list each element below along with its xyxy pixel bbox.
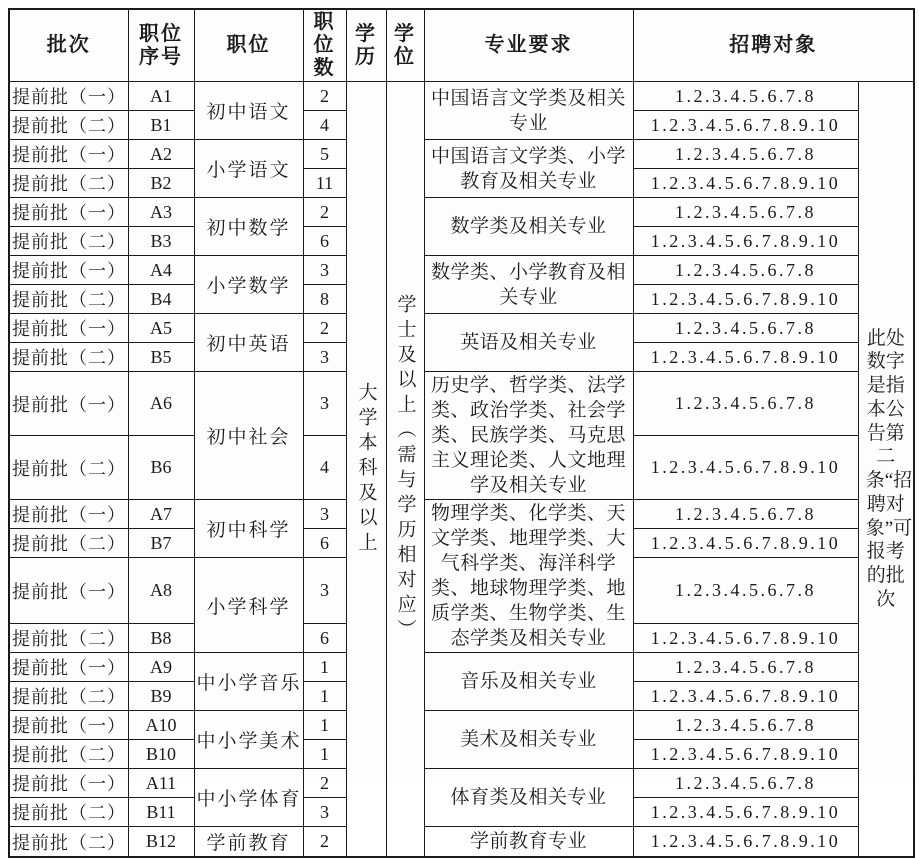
education-merged-cell bbox=[346, 82, 386, 858]
table-row bbox=[9, 500, 914, 529]
batch-cell: 提前批（二） bbox=[9, 798, 128, 827]
target-batches-cell: 1.2.3.4.5.6.7.8 bbox=[633, 314, 858, 343]
job-no-cell: A9 bbox=[128, 653, 194, 682]
count-cell: 6 bbox=[303, 227, 346, 256]
job-no-cell: B1 bbox=[128, 111, 194, 140]
job-no-cell: A1 bbox=[128, 82, 194, 111]
target-batches-cell: 1.2.3.4.5.6.7.8 bbox=[633, 198, 858, 227]
count-cell: 2 bbox=[303, 314, 346, 343]
batch-cell: 提前批（二） bbox=[9, 740, 128, 769]
batch-cell: 提前批（二） bbox=[9, 169, 128, 198]
job-no-cell: B7 bbox=[128, 529, 194, 558]
batch-cell: 提前批（一） bbox=[9, 314, 128, 343]
major-requirement-cell: 英语及相关专业 bbox=[424, 314, 633, 372]
count-cell: 3 bbox=[303, 372, 346, 436]
job-no-cell: A10 bbox=[128, 711, 194, 740]
position-cell: 小学数学 bbox=[194, 256, 303, 314]
target-batches-cell: 1.2.3.4.5.6.7.8.9.10 bbox=[633, 529, 858, 558]
table-body bbox=[9, 82, 914, 858]
table-row bbox=[9, 256, 914, 285]
table-row bbox=[9, 653, 914, 682]
job-no-cell: B11 bbox=[128, 798, 194, 827]
target-batches-cell: 1.2.3.4.5.6.7.8.9.10 bbox=[633, 111, 858, 140]
batch-cell: 提前批（一） bbox=[9, 558, 128, 624]
count-cell: 1 bbox=[303, 740, 346, 769]
count-cell: 2 bbox=[303, 827, 346, 858]
target-batches-cell: 1.2.3.4.5.6.7.8 bbox=[633, 558, 858, 624]
header-row bbox=[9, 9, 914, 82]
target-batches-cell: 1.2.3.4.5.6.7.8 bbox=[633, 769, 858, 798]
count-cell: 3 bbox=[303, 558, 346, 624]
batch-cell: 提前批（二） bbox=[9, 624, 128, 653]
batch-cell: 提前批（二） bbox=[9, 827, 128, 858]
major-requirement-cell: 数学类及相关专业 bbox=[424, 198, 633, 256]
column-header-degree: 学位 bbox=[386, 9, 424, 82]
job-no-cell: A11 bbox=[128, 769, 194, 798]
table-row bbox=[9, 82, 914, 111]
batch-cell: 提前批（二） bbox=[9, 682, 128, 711]
position-cell: 中小学美术 bbox=[194, 711, 303, 769]
count-cell: 2 bbox=[303, 82, 346, 111]
count-cell: 6 bbox=[303, 529, 346, 558]
count-cell: 1 bbox=[303, 682, 346, 711]
column-header-target: 招聘对象 bbox=[633, 9, 914, 82]
column-header-job_no: 职位序号 bbox=[128, 9, 194, 82]
count-cell: 1 bbox=[303, 711, 346, 740]
position-cell: 中小学体育 bbox=[194, 769, 303, 827]
job-no-cell: B12 bbox=[128, 827, 194, 858]
job-no-cell: B2 bbox=[128, 169, 194, 198]
target-batches-cell: 1.2.3.4.5.6.7.8.9.10 bbox=[633, 227, 858, 256]
target-batches-cell: 1.2.3.4.5.6.7.8 bbox=[633, 372, 858, 436]
table-row bbox=[9, 827, 914, 858]
recruitment-positions-table bbox=[8, 8, 915, 858]
position-cell: 小学语文 bbox=[194, 140, 303, 198]
major-requirement-cell: 音乐及相关专业 bbox=[424, 653, 633, 711]
position-cell: 中小学音乐 bbox=[194, 653, 303, 711]
batch-cell: 提前批（一） bbox=[9, 82, 128, 111]
target-batches-cell: 1.2.3.4.5.6.7.8 bbox=[633, 500, 858, 529]
table-header bbox=[9, 9, 914, 82]
target-batches-cell: 1.2.3.4.5.6.7.8.9.10 bbox=[633, 436, 858, 500]
target-batches-cell: 1.2.3.4.5.6.7.8.9.10 bbox=[633, 827, 858, 858]
major-requirement-cell: 物理学类、化学类、天文学类、地理学类、大气科学类、海洋科学类、地球物理学类、地质学类、生物学类、生态学类及相关专业 bbox=[424, 500, 633, 653]
major-requirement-cell: 中国语言文学类、小学教育及相关专业 bbox=[424, 140, 633, 198]
degree-merged-cell-text: 学士及以上（需与学历相对应） bbox=[394, 294, 416, 644]
batch-cell: 提前批（二） bbox=[9, 227, 128, 256]
target-batches-cell: 1.2.3.4.5.6.7.8.9.10 bbox=[633, 682, 858, 711]
batch-cell: 提前批（一） bbox=[9, 140, 128, 169]
table-row bbox=[9, 198, 914, 227]
position-cell: 初中语文 bbox=[194, 82, 303, 140]
job-no-cell: B10 bbox=[128, 740, 194, 769]
job-no-cell: B9 bbox=[128, 682, 194, 711]
count-cell: 3 bbox=[303, 256, 346, 285]
target-batches-cell: 1.2.3.4.5.6.7.8.9.10 bbox=[633, 624, 858, 653]
batch-cell: 提前批（二） bbox=[9, 285, 128, 314]
batch-cell: 提前批（一） bbox=[9, 653, 128, 682]
column-header-batch: 批次 bbox=[9, 9, 128, 82]
batch-cell: 提前批（二） bbox=[9, 111, 128, 140]
column-header-count: 职位数 bbox=[303, 9, 346, 82]
job-no-cell: A2 bbox=[128, 140, 194, 169]
table-row bbox=[9, 140, 914, 169]
job-no-cell: A4 bbox=[128, 256, 194, 285]
job-no-cell: A8 bbox=[128, 558, 194, 624]
batch-cell: 提前批（一） bbox=[9, 198, 128, 227]
degree-merged-cell bbox=[386, 82, 424, 858]
position-cell: 初中数学 bbox=[194, 198, 303, 256]
position-cell: 初中科学 bbox=[194, 500, 303, 558]
batch-cell: 提前批（一） bbox=[9, 500, 128, 529]
position-cell: 学前教育 bbox=[194, 827, 303, 858]
major-requirement-cell: 中国语言文学类及相关专业 bbox=[424, 82, 633, 140]
count-cell: 8 bbox=[303, 285, 346, 314]
count-cell: 2 bbox=[303, 198, 346, 227]
position-cell: 小学科学 bbox=[194, 558, 303, 653]
column-header-education: 学历 bbox=[346, 9, 386, 82]
table-row bbox=[9, 769, 914, 798]
batch-cell: 提前批（二） bbox=[9, 529, 128, 558]
count-cell: 11 bbox=[303, 169, 346, 198]
job-no-cell: B8 bbox=[128, 624, 194, 653]
batch-cell: 提前批（一） bbox=[9, 769, 128, 798]
education-merged-cell-text: 大学本科及以上 bbox=[355, 381, 377, 557]
table-row bbox=[9, 711, 914, 740]
count-cell: 3 bbox=[303, 798, 346, 827]
table-row bbox=[9, 314, 914, 343]
target-batches-cell: 1.2.3.4.5.6.7.8 bbox=[633, 711, 858, 740]
count-cell: 1 bbox=[303, 653, 346, 682]
position-cell: 初中社会 bbox=[194, 372, 303, 500]
column-header-position: 职位 bbox=[194, 9, 303, 82]
target-batches-cell: 1.2.3.4.5.6.7.8 bbox=[633, 82, 858, 111]
target-batches-cell: 1.2.3.4.5.6.7.8 bbox=[633, 140, 858, 169]
table-row bbox=[9, 372, 914, 436]
job-no-cell: A3 bbox=[128, 198, 194, 227]
major-requirement-cell: 体育类及相关专业 bbox=[424, 769, 633, 827]
job-no-cell: A5 bbox=[128, 314, 194, 343]
target-batches-cell: 1.2.3.4.5.6.7.8 bbox=[633, 653, 858, 682]
job-no-cell: A7 bbox=[128, 500, 194, 529]
major-requirement-cell: 历史学、哲学类、法学类、政治学类、社会学类、民族学类、马克思主义理论类、人文地理学及相关专业 bbox=[424, 372, 633, 500]
batch-cell: 提前批（一） bbox=[9, 256, 128, 285]
column-header-major: 专业要求 bbox=[424, 9, 633, 82]
target-batches-cell: 1.2.3.4.5.6.7.8.9.10 bbox=[633, 285, 858, 314]
count-cell: 3 bbox=[303, 500, 346, 529]
side-note-cell bbox=[858, 82, 914, 858]
position-cell: 初中英语 bbox=[194, 314, 303, 372]
count-cell: 4 bbox=[303, 436, 346, 500]
major-requirement-cell: 美术及相关专业 bbox=[424, 711, 633, 769]
job-no-cell: B6 bbox=[128, 436, 194, 500]
job-no-cell: B3 bbox=[128, 227, 194, 256]
target-batches-cell: 1.2.3.4.5.6.7.8.9.10 bbox=[633, 798, 858, 827]
job-no-cell: B5 bbox=[128, 343, 194, 372]
count-cell: 5 bbox=[303, 140, 346, 169]
target-batches-cell: 1.2.3.4.5.6.7.8.9.10 bbox=[633, 740, 858, 769]
count-cell: 3 bbox=[303, 343, 346, 372]
job-no-cell: A6 bbox=[128, 372, 194, 436]
batch-cell: 提前批（二） bbox=[9, 343, 128, 372]
batch-cell: 提前批（二） bbox=[9, 436, 128, 500]
side-note-cell-text: 此处数字是指本公告第二条“招聘对象”可报考的批次 bbox=[865, 327, 913, 610]
target-batches-cell: 1.2.3.4.5.6.7.8.9.10 bbox=[633, 343, 858, 372]
target-batches-cell: 1.2.3.4.5.6.7.8 bbox=[633, 256, 858, 285]
count-cell: 4 bbox=[303, 111, 346, 140]
major-requirement-cell: 数学类、小学教育及相关专业 bbox=[424, 256, 633, 314]
batch-cell: 提前批（一） bbox=[9, 372, 128, 436]
major-requirement-cell: 学前教育专业 bbox=[424, 827, 633, 858]
count-cell: 6 bbox=[303, 624, 346, 653]
batch-cell: 提前批（一） bbox=[9, 711, 128, 740]
job-no-cell: B4 bbox=[128, 285, 194, 314]
target-batches-cell: 1.2.3.4.5.6.7.8.9.10 bbox=[633, 169, 858, 198]
count-cell: 2 bbox=[303, 769, 346, 798]
